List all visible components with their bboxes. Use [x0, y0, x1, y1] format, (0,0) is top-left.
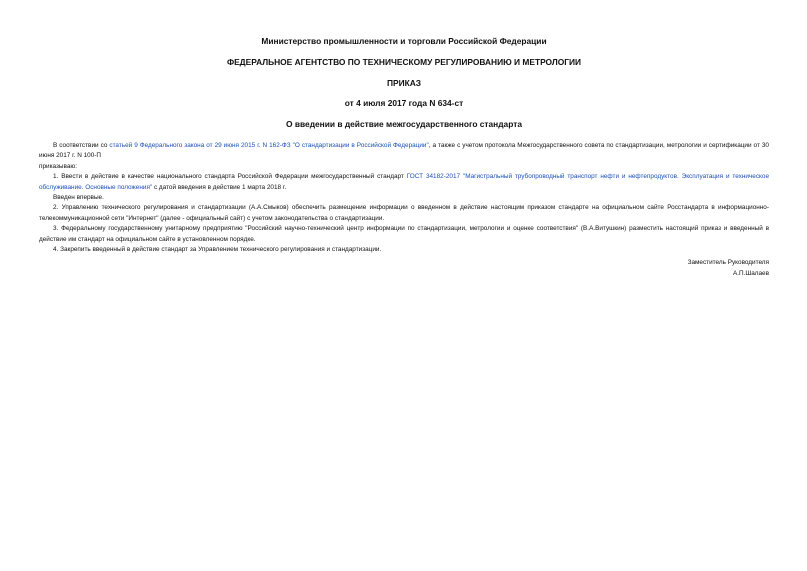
signatory-name: А.П.Шалаев	[732, 269, 769, 277]
gost-standard-link[interactable]: ГОСТ 34182-2017 "Магистральный трубопроводный транспорт нефти и нефтепродуктов. Эксплуатация и техническое обслуживание. Основные положения"	[39, 173, 769, 191]
item-1-note: Введен впервые.	[53, 194, 104, 202]
item-1-suffix: с датой введения в действие 1 марта 2018 г.	[152, 183, 287, 191]
item-1	[39, 172, 769, 193]
document-type: ПРИКАЗ	[386, 78, 422, 88]
item-3: 3. Федеральному государственному унитарному предприятию "Российский научно-технический центр информации по стандартизации, метрологии и оценке соответствия" (В.А.Витушкин) разместить настоящий приказ и введенный в действие им стандарт на официальном сайте в установленном порядке.	[39, 225, 769, 243]
agency-name: ФЕДЕРАЛЬНОЕ АГЕНТСТВО ПО ТЕХНИЧЕСКОМУ РЕГУЛИРОВАНИЮ И МЕТРОЛОГИИ	[226, 57, 582, 67]
intro-prefix: В соответствии со	[53, 142, 110, 149]
document-body	[39, 141, 769, 255]
intro-suffix: , а также с учетом протокола Межгосударственного совета по стандартизации, метрологии и сертификации от 30 июня 2017 г. N 100-П	[39, 142, 769, 160]
item-4: 4. Закрепить введенный в действие стандарт за Управлением технического регулирования и стандартизации.	[53, 246, 382, 254]
document-subject: О введении в действие межгосударственного стандарта	[286, 119, 522, 129]
item-1-prefix: 1. Ввести в действие в качестве национального стандарта Российской Федерации межгосударственный стандарт	[53, 173, 407, 181]
federal-law-link[interactable]: статьей 9 Федерального закона от 29 июня 2015 г. N 162-ФЗ "О стандартизации в Российской Федерации"	[109, 142, 429, 149]
order-word: приказываю:	[39, 162, 77, 170]
item-2: 2. Управлению технического регулирования и стандартизации (А.А.Смыков) обеспечить размещение информации о введенном в действие настоящим приказом стандарте на официальном сайте Росстандарта в информационно-телекоммуникационной сети "Интернет" (далее - официальный сайт) с учетом законодательства о стандартизации.	[39, 204, 769, 222]
ministry-name: Министерство промышленности и торговли Российской Федерации	[261, 36, 547, 46]
intro-paragraph	[39, 141, 769, 162]
document-date-number: от 4 июля 2017 года N 634-ст	[344, 98, 464, 108]
signatory-title: Заместитель Руководителя	[687, 259, 769, 267]
signature-block	[39, 258, 769, 279]
